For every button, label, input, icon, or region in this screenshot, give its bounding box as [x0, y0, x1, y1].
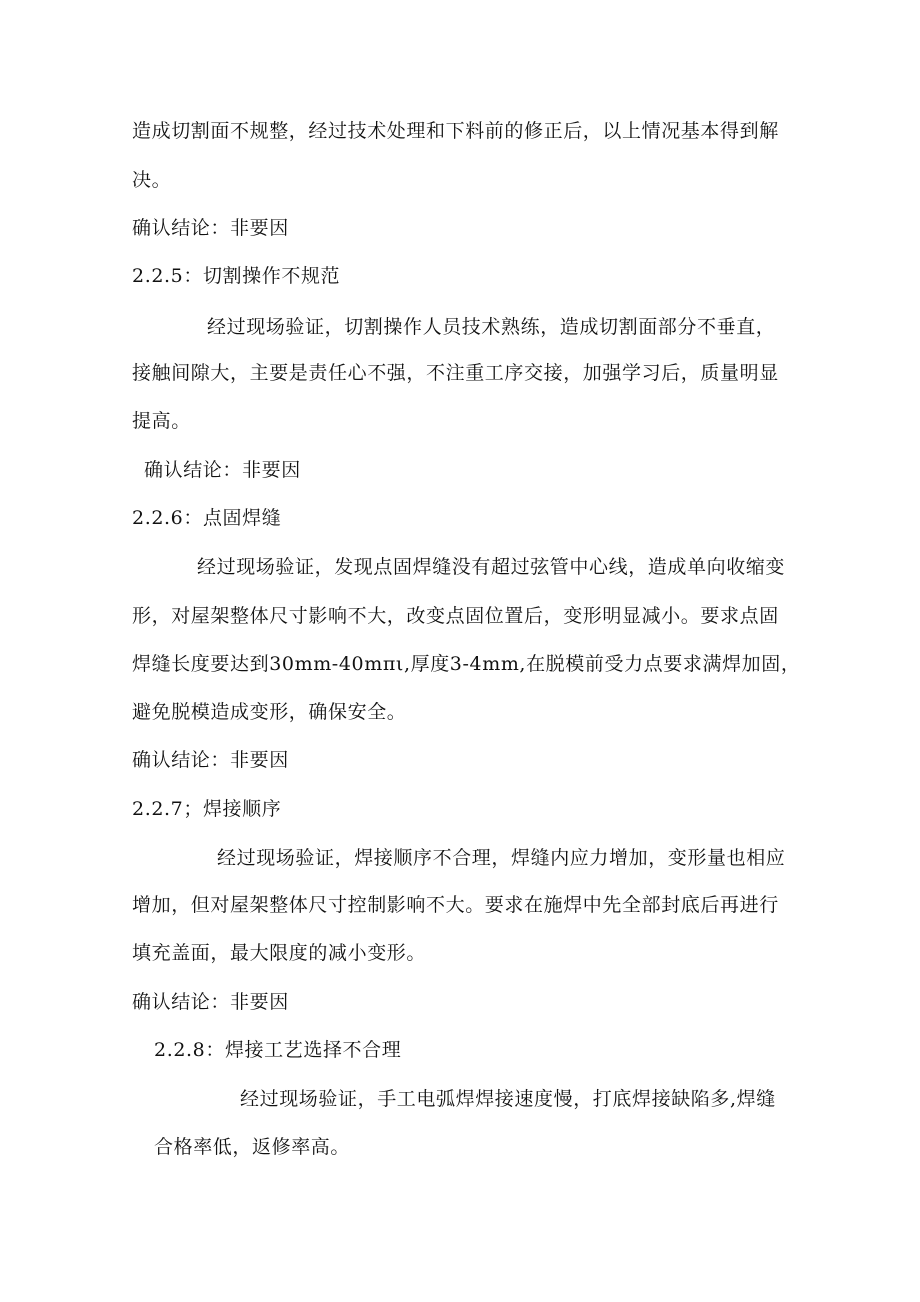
paragraph-line: 合格率低，返修率高。	[154, 1136, 351, 1158]
paragraph-line: 接触间隙大，主要是责任心不强，不注重工序交接，加强学习后，质量明显	[132, 362, 779, 384]
conclusion-line: 确认结论：非要因	[132, 217, 289, 239]
paragraph-line: 经过现场验证，焊接顺序不合理，焊缝内应力增加，变形量也相应	[217, 847, 786, 869]
conclusion-line: 确认结论：非要因	[132, 749, 289, 771]
paragraph-line: 形，对屋架整体尺寸影响不大，改变点固位置后，变形明显减小。要求点固	[132, 605, 779, 627]
paragraph-line: 增加，但对屋架整体尺寸控制影响不大。要求在施焊中先全部封底后再进行	[132, 894, 779, 916]
paragraph-line: 经过现场验证，切割操作人员技术熟练，造成切割面部分不垂直，	[207, 316, 776, 338]
paragraph-line: 避免脱模造成变形，确保安全。	[132, 701, 407, 723]
paragraph-line: 决。	[132, 169, 172, 191]
paragraph-line: 经过现场验证，手工电弧焊焊接速度慢，打底焊接缺陷多,焊缝	[240, 1088, 776, 1110]
section-heading: 2.2.5：切割操作不规范	[132, 265, 341, 287]
paragraph-line: 填充盖面，最大限度的减小变形。	[132, 942, 427, 964]
section-heading: 2.2.7；焊接顺序	[132, 798, 282, 820]
section-heading: 2.2.8：焊接工艺选择不合理	[154, 1039, 402, 1061]
paragraph-line: 经过现场验证，发现点固焊缝没有超过弦管中心线，造成单向收缩变	[197, 556, 786, 578]
paragraph-line: 焊缝长度要达到30mm-40mπι,厚度3-4mm,在脱模前受力点要求满焊加固，	[132, 653, 801, 675]
conclusion-line: 确认结论：非要因	[132, 991, 289, 1013]
paragraph-line: 造成切割面不规整，经过技术处理和下料前的修正后，以上情况基本得到解	[132, 120, 779, 142]
section-heading: 2.2.6：点固焊缝	[132, 507, 282, 529]
paragraph-line: 提高。	[132, 410, 191, 432]
conclusion-line: 确认结论：非要因	[144, 459, 301, 481]
